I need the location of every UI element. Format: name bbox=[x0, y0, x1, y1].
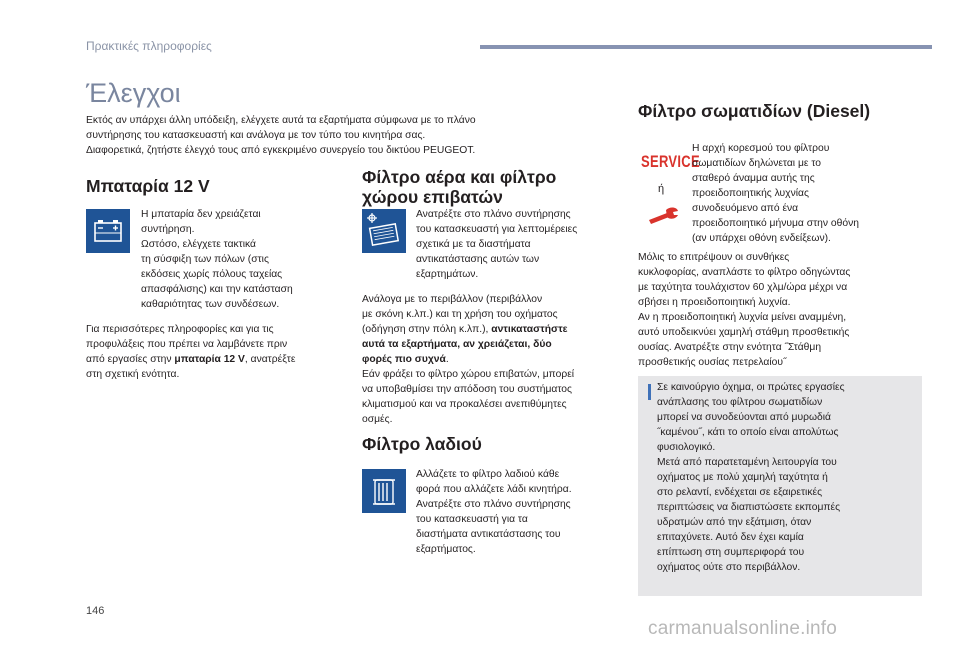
text-line: Ανατρέξτε στο πλάνο συντήρησης bbox=[416, 499, 571, 510]
text-line: συντήρηση. bbox=[141, 224, 195, 235]
regeneration-text bbox=[638, 250, 928, 370]
text-line: καθαριότητας των συνδέσεων. bbox=[141, 299, 280, 310]
bold-run: αντικαταστήστε bbox=[491, 324, 568, 335]
intro-line: Διαφορετικά, ζητήστε έλεγχό τους από εγκεκριμένο συνεργείο του δικτύου PEUGEOT. bbox=[86, 145, 476, 156]
text-line: προσθετικής ουσίας πετρελαίου˝ bbox=[638, 357, 787, 368]
heading-line: χώρου επιβατών bbox=[362, 187, 503, 207]
text-line: τη σύσφιξη των πόλων (στις bbox=[141, 254, 269, 265]
page-number: 146 bbox=[86, 605, 105, 617]
particle-filter-heading: Φίλτρο σωματιδίων (Diesel) bbox=[638, 101, 871, 121]
text-line: με ταχύτητα τουλάχιστον 60 χλμ/ώρα μέχρι να bbox=[638, 282, 848, 293]
text-line: επιταχύνετε. Αυτό δεν έχει καμία bbox=[657, 532, 804, 543]
text-line: συνοδευόμενο από ένα bbox=[692, 203, 799, 214]
text-line: αντικατάστασης αυτών των bbox=[416, 254, 540, 265]
text-run: από εργασίες στην bbox=[86, 354, 175, 365]
text-line: κλιματισμού και να προκαλέσει ανεπιθύμητες bbox=[362, 399, 567, 410]
text-line: ˝καμένου˝, κάτι το οποίο είναι απολύτως bbox=[657, 427, 839, 438]
text-line: προφυλάξεις που πρέπει να λαμβάνετε πριν bbox=[86, 339, 288, 350]
text-line: στο ρελαντί, ενδέχεται σε εξαιρετικές bbox=[657, 487, 823, 498]
air-filter-icon bbox=[362, 209, 406, 253]
text-line: Σε καινούργιο όχημα, οι πρώτες εργασίες bbox=[657, 382, 845, 393]
text-line: εξαρτήματος. bbox=[416, 544, 476, 555]
wrench-icon bbox=[647, 206, 679, 226]
text-line: Αλλάζετε το φίλτρο λαδιού κάθε bbox=[416, 469, 560, 480]
text-line: με σκόνη κ.λπ.) και τη χρήση του οχήματος bbox=[362, 309, 558, 320]
text-line: Ανάλογα με το περιβάλλον (περιβάλλον bbox=[362, 294, 543, 305]
text-line: σταθερό άναμμα αυτής της bbox=[692, 173, 815, 184]
or-label: ή bbox=[658, 183, 665, 195]
page-title: Έλεγχοι bbox=[86, 78, 181, 108]
text-line: να υποβαθμίσει την απόδοση του συστήματος bbox=[362, 384, 572, 395]
text-run: , ανατρέξτε bbox=[244, 354, 296, 365]
text-line: του κατασκευαστή για λεπτομέρειες bbox=[416, 224, 578, 235]
text-line: στη σχετική ενότητα. bbox=[86, 369, 180, 380]
battery-heading: Μπαταρία 12 V bbox=[86, 176, 210, 196]
battery-more-info bbox=[86, 322, 346, 382]
heading-line: Φίλτρο αέρα και φίλτρο bbox=[362, 167, 557, 187]
text-line: μπορεί να συνοδεύονται από μυρωδιά bbox=[657, 412, 831, 423]
air-filter-heading bbox=[362, 167, 556, 207]
section-header: Πρακτικές πληροφορίες bbox=[86, 39, 212, 53]
text-line: Ωστόσο, ελέγχετε τακτικά bbox=[141, 239, 256, 250]
oil-filter-heading: Φίλτρο λαδιού bbox=[362, 434, 482, 454]
text-line: φορά που αλλάζετε λάδι κινητήρα. bbox=[416, 484, 572, 495]
text-line: διαστήματα αντικατάστασης του bbox=[416, 529, 561, 540]
battery-icon bbox=[86, 209, 130, 253]
text-line: εκδόσεις χωρίς πόλους ταχείας bbox=[141, 269, 283, 280]
text-line: προειδοποιητικό μήνυμα στην οθόνη bbox=[692, 218, 859, 229]
text-line: προειδοποιητικής λυχνίας bbox=[692, 188, 809, 199]
text-line: αυτό υποδεικνύει χαμηλή στάθμη προσθετικής bbox=[638, 327, 850, 338]
text-line: σχετικά με τα διαστήματα bbox=[416, 239, 531, 250]
text-run: . bbox=[445, 354, 449, 365]
text-line: οχήματος ούτε στο περιβάλλον. bbox=[657, 562, 801, 573]
header-bar bbox=[480, 45, 932, 49]
info-note bbox=[638, 376, 922, 596]
text-line: επίπτωση στη συμπεριφορά του bbox=[657, 547, 805, 558]
text-line: οσμές. bbox=[362, 414, 393, 425]
text-line: Αν η προειδοποιητική λυχνία μείνει αναμμένη, bbox=[638, 312, 847, 323]
intro-text bbox=[86, 113, 586, 158]
info-icon bbox=[648, 384, 651, 400]
note-text bbox=[657, 380, 915, 575]
text-line bbox=[362, 352, 627, 367]
text-line: περιπτώσεις να διαπιστώσετε εκπομπές bbox=[657, 502, 841, 513]
text-line bbox=[362, 322, 627, 337]
text-line: φυσιολογικό. bbox=[657, 442, 716, 453]
oil-filter-icon bbox=[362, 469, 406, 513]
watermark: carmanualsonline.info bbox=[648, 618, 838, 639]
text-line: Εάν φράξει το φίλτρο χώρου επιβατών, μπορεί bbox=[362, 369, 575, 380]
text-line: Μόλις το επιτρέψουν οι συνθήκες bbox=[638, 252, 790, 263]
text-line: απασφάλισης) και την κατάσταση bbox=[141, 284, 293, 295]
battery-text bbox=[141, 207, 346, 312]
text-line: σωματιδίων δηλώνεται με το bbox=[692, 158, 821, 169]
text-line: ανάπλασης του φίλτρου σωματιδίων bbox=[657, 397, 823, 408]
text-line bbox=[362, 337, 627, 352]
intro-line: Εκτός αν υπάρχει άλλη υπόδειξη, ελέγχετε αυτά τα εξαρτήματα σύμφωνα με το πλάνο bbox=[86, 115, 476, 126]
bold-run: αυτά τα εξαρτήματα, αν χρειάζεται, δύο bbox=[362, 339, 552, 350]
text-line: (αν υπάρχει οθόνη ενδείξεων). bbox=[692, 233, 831, 244]
battery-reference: μπαταρία 12 V bbox=[174, 354, 245, 365]
air-filter-usage bbox=[362, 292, 627, 427]
text-line: εξαρτημάτων. bbox=[416, 269, 479, 280]
text-run: (οδήγηση στην πόλη κ.λπ.), bbox=[362, 324, 492, 335]
air-filter-text bbox=[416, 207, 621, 282]
text-line: υδρατμών από την εξάτμιση, όταν bbox=[657, 517, 812, 528]
particle-filter-text bbox=[692, 141, 922, 246]
text-line bbox=[86, 352, 346, 367]
text-line: ουσίας. Ανατρέξτε στην ενότητα ˝Στάθμη bbox=[638, 342, 822, 353]
oil-filter-text bbox=[416, 467, 621, 557]
text-line: κυκλοφορίας, αναπλάστε το φίλτρο οδηγώντας bbox=[638, 267, 851, 278]
service-warning-icon: SERVICE bbox=[641, 152, 700, 171]
intro-line: συντήρησης του κατασκευαστή και ανάλογα με τον τύπο του κινητήρα σας. bbox=[86, 130, 426, 141]
text-line: Για περισσότερες πληροφορίες και για τις bbox=[86, 324, 274, 335]
bold-run: φορές πιο συχνά bbox=[362, 354, 446, 365]
text-line: οχήματος με πολύ χαμηλή ταχύτητα ή bbox=[657, 472, 828, 483]
text-line: Η αρχή κορεσμού του φίλτρου bbox=[692, 143, 830, 154]
text-line: Η μπαταρία δεν χρειάζεται bbox=[141, 209, 261, 220]
text-line: του κατασκευαστή για τα bbox=[416, 514, 528, 525]
text-line: Μετά από παρατεταμένη λειτουργία του bbox=[657, 457, 837, 468]
text-line: σβήσει η προειδοποιητική λυχνία. bbox=[638, 297, 791, 308]
text-line: Ανατρέξτε στο πλάνο συντήρησης bbox=[416, 209, 571, 220]
